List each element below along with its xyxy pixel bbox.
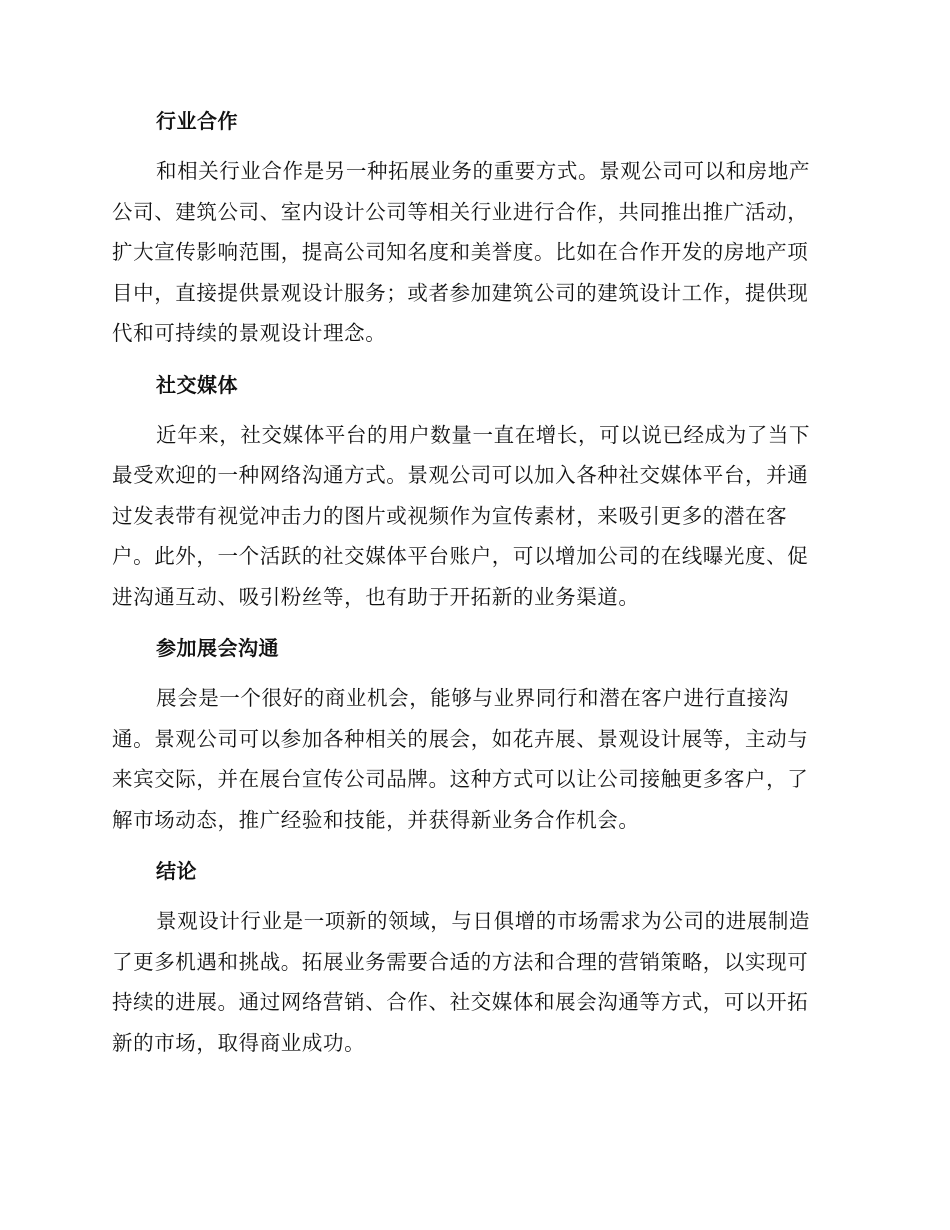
paragraph-line: 景观设计行业是一项新的领域，与日俱增的市场需求为公司的进展制造 xyxy=(156,909,811,933)
section-heading: 行业合作 xyxy=(156,109,238,133)
paragraph-line: 了更多机遇和挑战。拓展业务需要合适的方法和合理的营销策略，以实现可 xyxy=(112,949,809,974)
section-exhibition xyxy=(112,636,832,840)
paragraph-line: 扩大宣传影响范围，提高公司知名度和美誉度。比如在合作开发的房地产项 xyxy=(112,240,809,264)
paragraph-line: 公司、建筑公司、室内设计公司等相关行业进行合作，共同推出推广活动， xyxy=(112,199,809,224)
section-industry-cooperation xyxy=(112,109,832,354)
section-heading: 参加展会沟通 xyxy=(156,636,279,660)
paragraph-line: 进沟通互动、吸引粉丝等，也有助于开拓新的业务渠道。 xyxy=(112,584,640,609)
section-conclusion xyxy=(112,859,832,1063)
paragraph-line: 来宾交际，并在展台宣传公司品牌。这种方式可以让公司接触更多客户，了 xyxy=(112,767,809,791)
paragraph-line: 目中，直接提供景观设计服务；或者参加建筑公司的建筑设计工作，提供现 xyxy=(112,280,809,305)
section-heading: 结论 xyxy=(156,859,197,883)
paragraph-line: 和相关行业合作是另一种拓展业务的重要方式。景观公司可以和房地产 xyxy=(156,159,811,183)
paragraph-line: 代和可持续的景观设计理念。 xyxy=(112,321,387,345)
section-paragraph xyxy=(112,415,832,618)
paragraph-line: 户。此外，一个活跃的社交媒体平台账户，可以增加公司的在线曝光度、促 xyxy=(112,544,809,568)
section-social-media xyxy=(112,373,832,618)
section-paragraph xyxy=(112,151,832,354)
paragraph-line: 持续的进展。通过网络营销、合作、社交媒体和展会沟通等方式，可以开拓 xyxy=(112,990,809,1014)
paragraph-line: 过发表带有视觉冲击力的图片或视频作为宣传素材，来吸引更多的潜在客 xyxy=(112,503,788,528)
paragraph-line: 通。景观公司可以参加各种相关的展会，如花卉展、景观设计展等，主动与 xyxy=(112,726,809,751)
paragraph-line: 解市场动态，推广经验和技能，并获得新业务合作机会。 xyxy=(112,807,640,832)
paragraph-line: 最受欢迎的一种网络沟通方式。景观公司可以加入各种社交媒体平台，并通 xyxy=(112,463,809,487)
paragraph-line: 近年来，社交媒体平台的用户数量一直在增长，可以说已经成为了当下 xyxy=(156,422,811,447)
document-page xyxy=(112,104,832,1082)
section-heading: 社交媒体 xyxy=(156,372,238,397)
section-paragraph xyxy=(112,678,832,840)
paragraph-line: 展会是一个很好的商业机会，能够与业界同行和潜在客户进行直接沟 xyxy=(156,686,789,710)
paragraph-line: 新的市场，取得商业成功。 xyxy=(112,1030,366,1055)
section-paragraph xyxy=(112,901,832,1063)
